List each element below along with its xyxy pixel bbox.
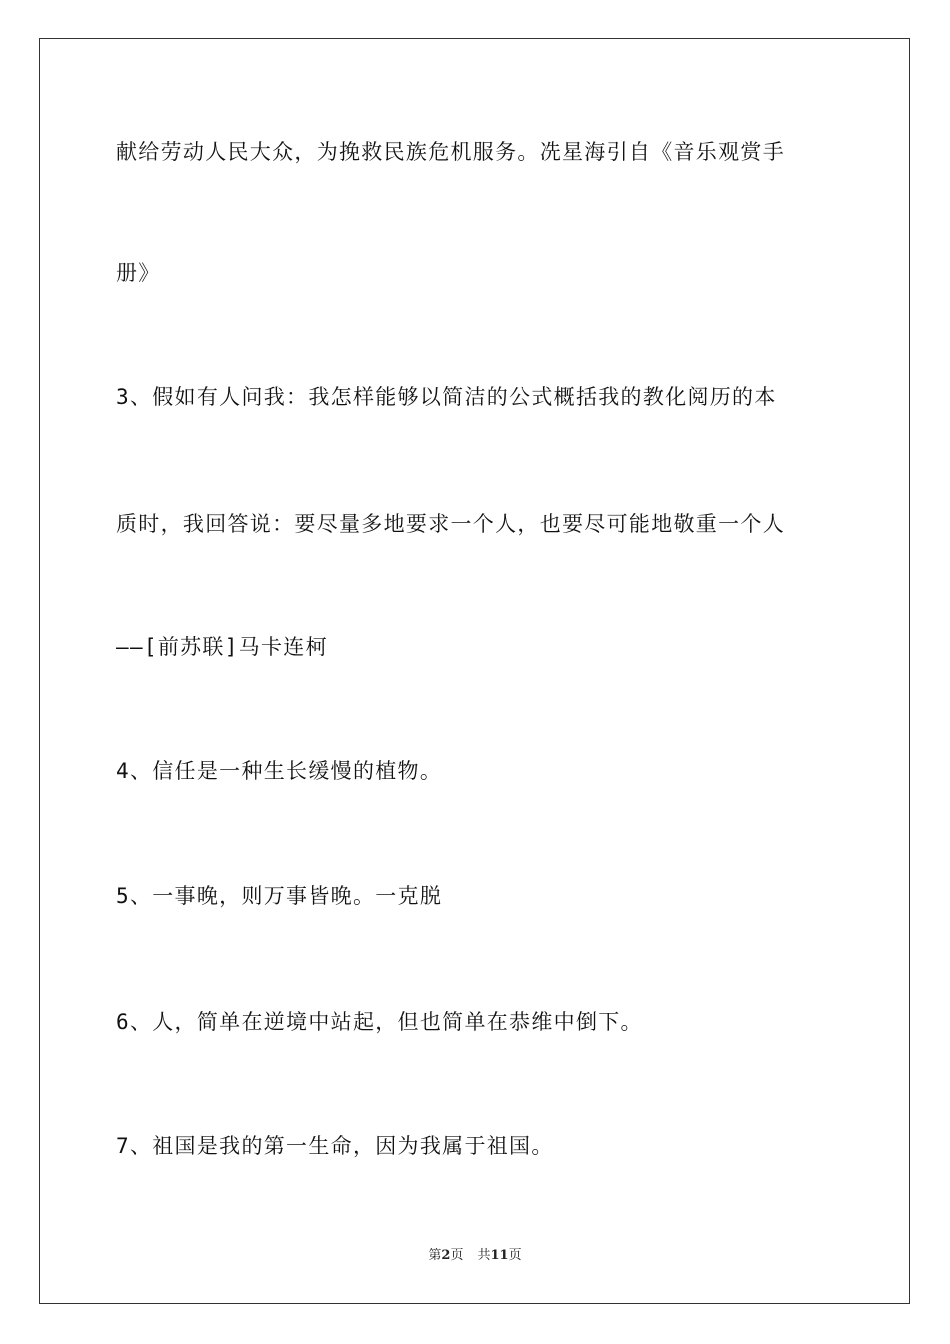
total-suffix: 页 [508, 1248, 522, 1263]
page-suffix: 页 [450, 1248, 464, 1263]
text-line-5: ——[前苏联]马卡连柯 [116, 635, 328, 659]
total-prefix: 共 [477, 1248, 491, 1263]
page-number: 2 [441, 1248, 451, 1263]
text-line-4: 质时，我回答说：要尽量多地要求一个人，也要尽可能地敬重一个人 [116, 512, 785, 536]
text-line-6: 4、信任是一种生长缓慢的植物。 [116, 759, 443, 783]
page-footer [0, 1247, 950, 1265]
total-pages: 11 [490, 1248, 509, 1263]
page-border [39, 38, 910, 1304]
text-line-8: 6、人，简单在逆境中站起，但也简单在恭维中倒下。 [116, 1010, 643, 1034]
text-line-7: 5、一事晚，则万事皆晚。一克脱 [116, 884, 443, 908]
text-line-2: 册》 [116, 261, 161, 285]
text-line-3: 3、假如有人问我：我怎样能够以简洁的公式概括我的教化阅历的本 [116, 385, 777, 409]
text-line-1: 献给劳动人民大众，为挽救民族危机服务。冼星海引自《音乐观赏手 [116, 140, 785, 164]
text-line-9: 7、祖国是我的第一生命，因为我属于祖国。 [116, 1134, 554, 1158]
page-prefix: 第 [428, 1248, 442, 1263]
